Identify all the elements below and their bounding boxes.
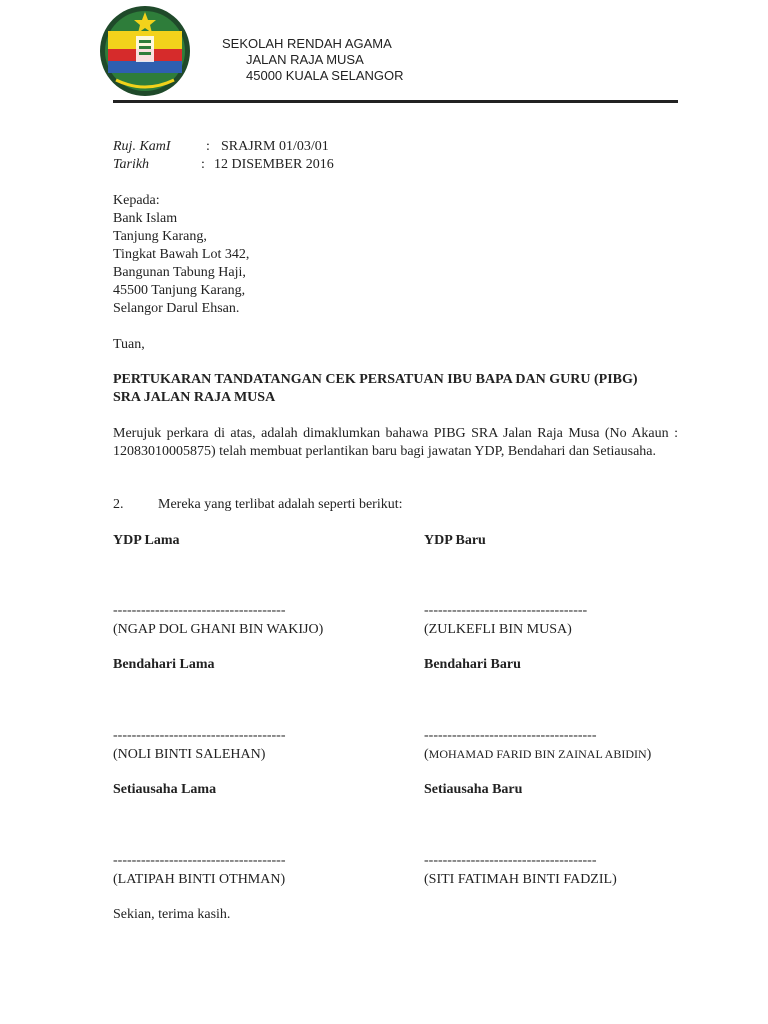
recipient-to: Kepada: [113,193,160,208]
treasurer-old-name: (NOLI BINTI SALEHAN) [113,747,266,762]
ydp-old-title: YDP Lama [113,533,180,548]
secretary-new-signature-line: ------------------------------------- [424,853,597,868]
school-road: JALAN RAJA MUSA [246,52,364,67]
ydp-old-signature-line: ------------------------------------- [113,603,286,618]
recipient-line: Bank Islam [113,211,178,226]
treasurer-old-signature-line: ------------------------------------- [113,728,286,743]
recipient-line: 45500 Tanjung Karang, [113,283,246,298]
subject-line-1: PERTUKARAN TANDATANGAN CEK PERSATUAN IBU BAPA DAN GURU (PIBG) [113,372,638,387]
secretary-old-name: (LATIPAH BINTI OTHMAN) [113,872,286,887]
secretary-new-name: (SITI FATIMAH BINTI FADZIL) [424,872,617,887]
ydp-new-name: (ZULKEFLI BIN MUSA) [424,622,572,637]
date-label: Tarikh [113,157,150,172]
school-postcode: 45000 KUALA SELANGOR [246,68,404,83]
closing: Sekian, terima kasih. [113,907,231,922]
school-name: SEKOLAH RENDAH AGAMA [222,36,392,51]
ydp-new-title: YDP Baru [424,533,486,548]
ref-label: Ruj. KamI [113,139,171,154]
ref-value: SRAJRM 01/03/01 [221,139,329,154]
school-crest-icon [98,4,192,98]
treasurer-new-title: Bendahari Baru [424,657,521,672]
date-separator: : [201,157,205,172]
salutation: Tuan, [113,337,145,352]
ydp-new-signature-line: ----------------------------------- [424,603,588,618]
ydp-old-name: (NGAP DOL GHANI BIN WAKIJO) [113,622,324,637]
secretary-new-title: Setiausaha Baru [424,782,523,797]
ref-separator: : [206,139,210,154]
treasurer-old-title: Bendahari Lama [113,657,215,672]
treasurer-new-name: (MOHAMAD FARID BIN ZAINAL ABIDIN) [424,747,652,762]
treasurer-new-signature-line: ------------------------------------- [424,728,597,743]
recipient-line: Selangor Darul Ehsan. [113,301,240,316]
recipient-line: Tanjung Karang, [113,229,207,244]
header-divider [113,100,678,103]
subject-line-2: SRA JALAN RAJA MUSA [113,390,276,405]
body-paragraph-2: Mereka yang terlibat adalah seperti berikut: [158,497,403,512]
recipient-line: Tingkat Bawah Lot 342, [113,247,250,262]
secretary-old-signature-line: ------------------------------------- [113,853,286,868]
recipient-line: Bangunan Tabung Haji, [113,265,246,280]
date-value: 12 DISEMBER 2016 [214,157,334,172]
secretary-old-title: Setiausaha Lama [113,782,217,797]
body-paragraph-1: Merujuk perkara di atas, adalah dimaklumkan bahawa PIBG SRA Jalan Raja Musa (No Akaun : 12083010005875) telah membuat perlantikan baru bagi jawatan YDP, Bendahari dan Setiausaha. [113,426,678,459]
body-paragraph-2-number: 2. [113,497,124,512]
